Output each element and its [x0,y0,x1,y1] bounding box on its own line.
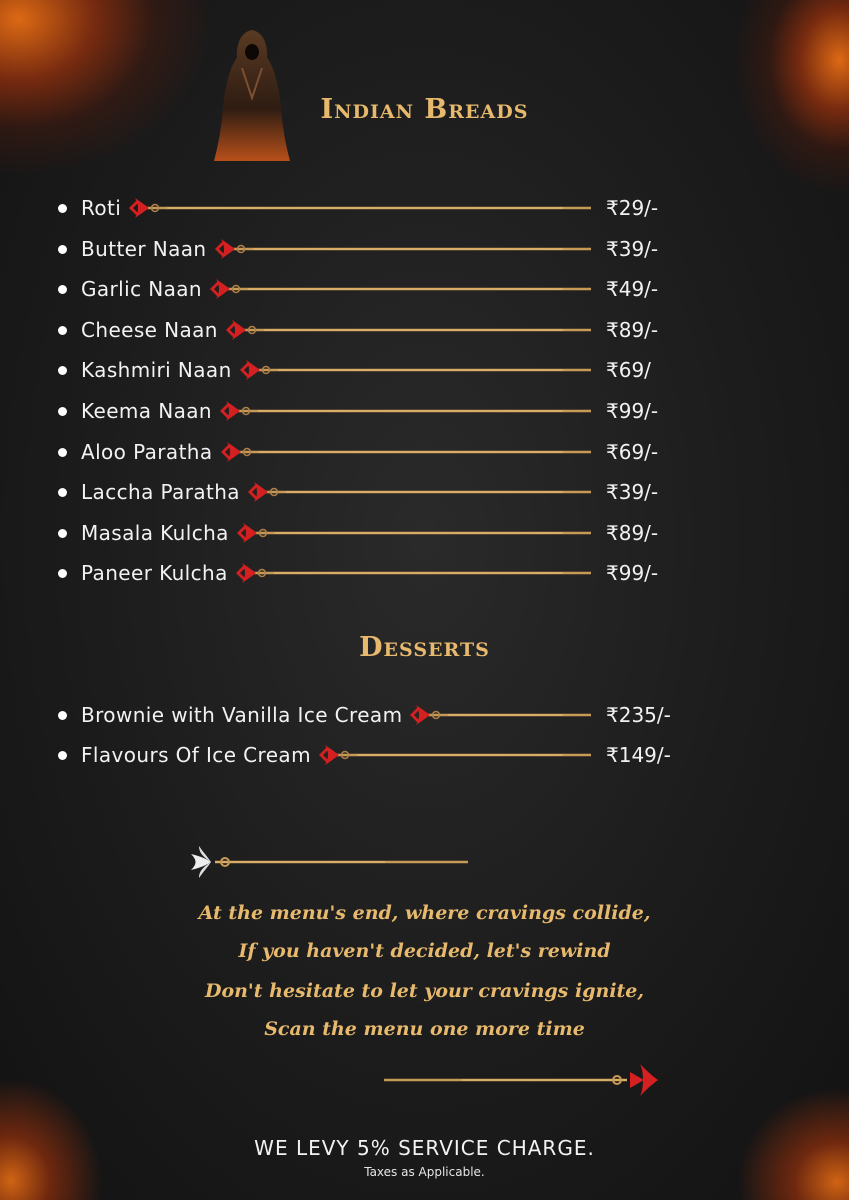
trident-arrow-icon [224,318,593,342]
bullet-icon [58,711,67,720]
leader-arrow [127,196,593,220]
menu-item-price: ₹49/- [606,277,659,302]
bullet-icon [58,285,67,294]
menu-item-price: ₹235/- [606,703,671,727]
leader-arrow [235,521,593,545]
poem-line-2: If you haven't decided, let's rewind [238,940,611,962]
bullet-icon [58,488,67,497]
bullet-icon [58,366,67,375]
menu-item [58,234,698,264]
leader-arrow [218,399,593,423]
leader-arrow [234,561,593,585]
section-title-desserts: Desserts [359,632,490,663]
menu-item-name: Kashmiri Naan [81,358,232,383]
menu-item [58,315,698,345]
bullet-icon [58,529,67,538]
bullet-icon [58,326,67,335]
menu-item-name: Masala Kulcha [81,520,229,545]
menu-item-name: Cheese Naan [81,317,218,342]
leader-arrow [408,703,593,727]
bullet-icon [58,569,67,578]
bullet-icon [58,448,67,457]
bullet-icon [58,245,67,254]
menu-item-price: ₹69/ [606,358,651,383]
leader-arrow [238,358,593,382]
leader-arrow [224,318,593,342]
menu-item [58,700,698,730]
menu-item-price: ₹89/- [606,317,659,342]
bullet-icon [58,204,67,213]
trident-arrow-icon [408,703,593,727]
leader-arrow [213,237,593,261]
trident-arrow-icon [218,399,593,423]
menu-item [58,740,698,770]
menu-item-price: ₹149/- [606,743,671,767]
menu-item [58,437,698,467]
menu-item-name: Paneer Kulcha [81,561,228,586]
menu-item-price: ₹99/- [606,399,659,423]
menu-item-name: Keema Naan [81,399,212,423]
menu-item [58,396,698,426]
menu-item-name: Laccha Paratha [81,480,240,505]
menu-item-name: Butter Naan [81,236,207,261]
section-title-indian-breads: Indian Breads [320,94,529,125]
trident-spear-icon [382,1062,664,1098]
trident-arrow-icon [238,358,593,382]
taxes-notice: Taxes as Applicable. [364,1165,485,1179]
poem-line-1: At the menu's end, where cravings collide, [198,902,651,924]
menu-item-price: ₹89/- [606,520,659,545]
leader-arrow [317,743,593,767]
menu-item [58,355,698,385]
winged-spear-icon [185,842,470,882]
menu-item-name: Aloo Paratha [81,439,213,464]
menu-item-name: Roti [81,196,122,220]
leader-arrow [246,480,593,504]
menu-item-price: ₹39/- [606,480,659,505]
menu-item-price: ₹99/- [606,561,659,586]
menu-item [58,477,698,507]
menu-item-name: Flavours Of Ice Cream [81,743,311,767]
trident-arrow-icon [213,237,593,261]
menu-item-price: ₹69/- [606,439,659,464]
leader-arrow [219,440,593,464]
trident-arrow-icon [127,196,593,220]
menu-item [58,193,698,223]
trident-arrow-icon [235,521,593,545]
trident-arrow-icon [219,440,593,464]
trident-arrow-icon [234,561,593,585]
menu-item-price: ₹29/- [606,196,659,220]
bullet-icon [58,751,67,760]
trident-arrow-icon [317,743,593,767]
leader-arrow [208,277,593,301]
trident-arrow-icon [208,277,593,301]
menu-item [58,274,698,304]
poem-line-4: Scan the menu one more time [264,1018,585,1040]
menu-item-name: Garlic Naan [81,277,202,302]
menu-item-name: Brownie with Vanilla Ice Cream [81,703,403,727]
service-charge-notice: WE LEVY 5% SERVICE CHARGE. [254,1136,595,1160]
flame-decoration-bottom-left [0,1070,110,1200]
trident-arrow-icon [246,480,593,504]
menu-item [58,558,698,588]
poem-line-3: Don't hesitate to let your cravings ignite, [204,980,645,1002]
bullet-icon [58,407,67,416]
menu-item-price: ₹39/- [606,236,659,261]
menu-item [58,518,698,548]
